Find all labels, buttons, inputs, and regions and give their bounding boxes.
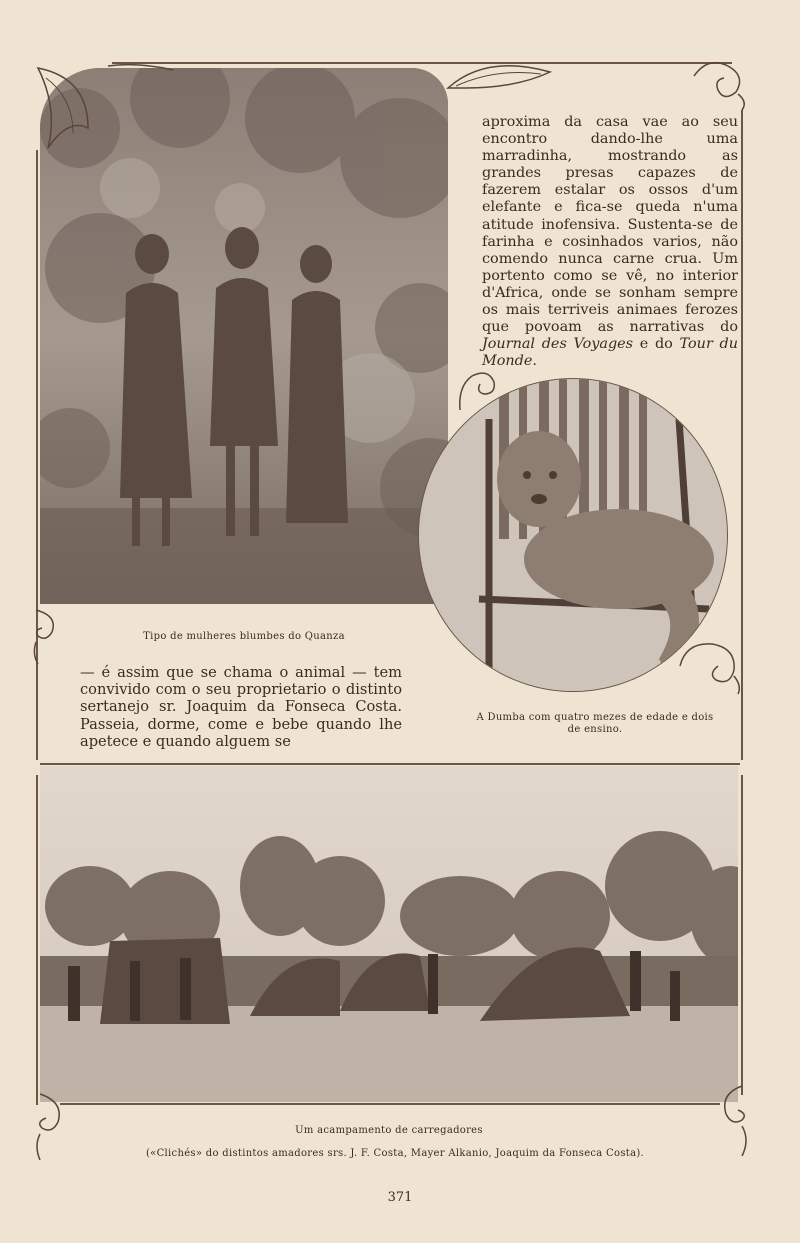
leaf-ornament-top-center-icon: [446, 58, 556, 104]
page-number: 371: [387, 1190, 413, 1205]
women-photo-caption: Tipo de mulheres blumbes do Quanza: [143, 631, 345, 642]
camp-photo: [40, 766, 738, 1102]
camp-photo-caption: Um acampamento de carregadores: [295, 1125, 483, 1136]
article-paragraph-bottom: — é assim que se chama o animal — tem convivido com o seu proprietario o distinto sertanejo sr. Joaquim da Fonseca Costa. Passeia, dorme, come e bebe quando lhe apetece e quando alguem se: [80, 664, 402, 750]
frame-left-border: [36, 150, 38, 760]
article-paragraph-right: aproxima da casa vae ao seu encontro dando-lhe uma marradinha, mostrando as grandes presas capazes de fazerem estalar os ossos d'um elefante e fica-se queda n'uma atitude inofensiva. Sustenta-se de farinha e cosinhados varios, não comendo nunca carne crua. Um portento como se vê, no interior d'Africa, onde se sonham sempre os mais terriveis animaes ferozes que povoam as narrativas do: [482, 114, 738, 336]
article-text-bottom: [80, 664, 402, 750]
frame-top-border: [112, 62, 732, 64]
scroll-ornament-left-middle-icon: [28, 606, 64, 666]
leaf-ornament-top-left-icon: [28, 58, 178, 160]
scroll-ornament-bottom-left-icon: [30, 1090, 70, 1162]
lion-photo-caption: A Dumba com quatro mezes de edade e dois de ensino.: [476, 712, 714, 735]
tour-du-monde: Tour du Monde: [482, 336, 738, 370]
frame-lower-left-border: [36, 775, 38, 1105]
connector-text: e do: [639, 336, 673, 353]
scroll-ornament-right-middle-icon: [676, 636, 746, 696]
end-punctuation: .: [532, 353, 537, 370]
article-text-right: [482, 114, 738, 370]
journal-des-voyages: Journal des Voyages: [482, 336, 634, 353]
photo-credits: («Clichés» do distintos amadores srs. J. F. Costa, Mayer Alkanio, Joaquim da Fonseca Costa).: [145, 1148, 645, 1159]
frame-bottom-border: [60, 1103, 720, 1105]
scroll-ornament-middle-icon: [454, 366, 498, 414]
scroll-ornament-bottom-right-icon: [716, 1082, 752, 1158]
scroll-ornament-top-right-icon: [688, 56, 752, 112]
frame-lower-right-border: [741, 775, 743, 1095]
frame-middle-border: [40, 763, 740, 765]
camp-image: [40, 766, 738, 1102]
